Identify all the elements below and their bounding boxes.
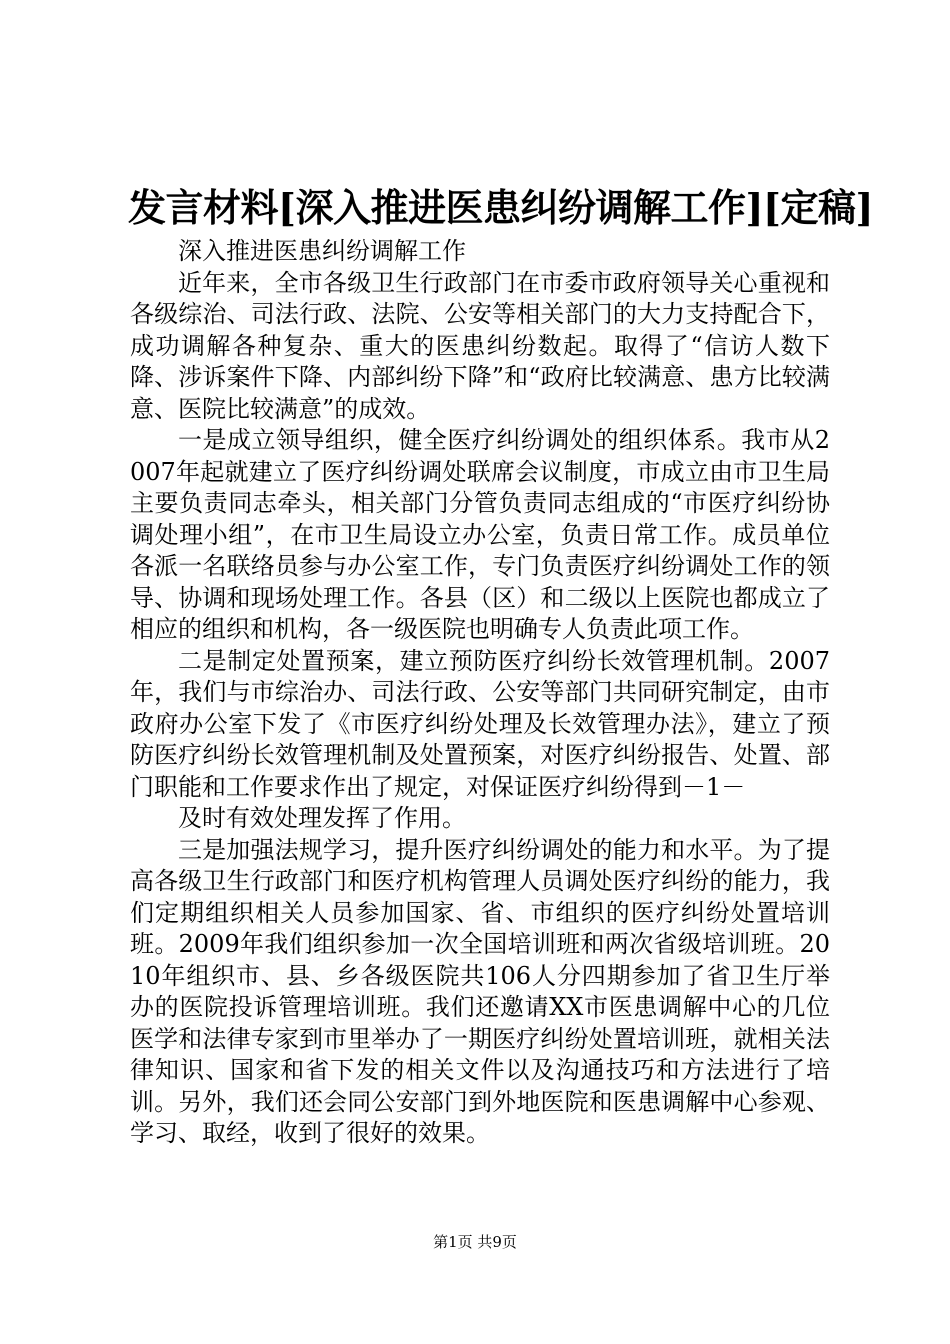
paragraph-point-three: 三是加强法规学习，提升医疗纠纷调处的能力和水平。为了提高各级卫生行政部门和医疗机构管理人员调处医疗纠纷的能力，我们定期组织相关人员参加国家、省、市组织的医疗纠纷处置培训班。2009年我们组织参加一次全国培训班和两次省级培训班。2010年组织市、县、乡各级医院共106人分四期参加了省卫生厅举办的医院投诉管理培训班。我们还邀请XX市医患调解中心的几位医学和法律专家到市里举办了一期医疗纠纷处置培训班，就相关法律知识、国家和省下发的相关文件以及沟通技巧和方法进行了培训。另外，我们还会同公安部门到外地医院和医患调解中心参观、学习、取经，收到了很好的效果。 (130, 835, 830, 1147)
document-body (130, 236, 830, 1150)
page-footer: 第1页 共9页 (433, 1233, 517, 1251)
paragraph-intro: 近年来，全市各级卫生行政部门在市委市政府领导关心重视和各级综治、司法行政、法院、公安等相关部门的大力支持配合下，成功调解各种复杂、重大的医患纠纷数起。取得了“信访人数下降、涉诉案件下降、内部纠纷下降”和“政府比较满意、患方比较满意、医院比较满意”的成效。 (130, 268, 830, 423)
paragraph-continuation: 及时有效处理发挥了作用。 (178, 804, 466, 832)
document-subtitle: 深入推进医患纠纷调解工作 (178, 237, 466, 265)
paragraph-point-two: 二是制定处置预案，建立预防医疗纠纷长效管理机制。2007年，我们与市综治办、司法行政、公安等部门共同研究制定，由市政府办公室下发了《市医疗纠纷处理及长效管理办法》，建立了预防医疗纠纷长效管理机制及处置预案，对医疗纠纷报告、处置、部门职能和工作要求作出了规定，对保证医疗纠纷得到－1－ (130, 646, 830, 801)
document-title: 发言材料[深入推进医患纠纷调解工作][定稿] (128, 185, 873, 230)
paragraph-point-one: 一是成立领导组织，健全医疗纠纷调处的组织体系。我市从2007年起就建立了医疗纠纷调处联席会议制度，市成立由市卫生局主要负责同志牵头，相关部门分管负责同志组成的“市医疗纠纷协调处理小组”，在市卫生局设立办公室，负责日常工作。成员单位各派一名联络员参与办公室工作，专门负责医疗纠纷调处工作的领导、协调和现场处理工作。各县（区）和二级以上医院也都成立了相应的组织和机构，各一级医院也明确专人负责此项工作。 (130, 426, 830, 643)
